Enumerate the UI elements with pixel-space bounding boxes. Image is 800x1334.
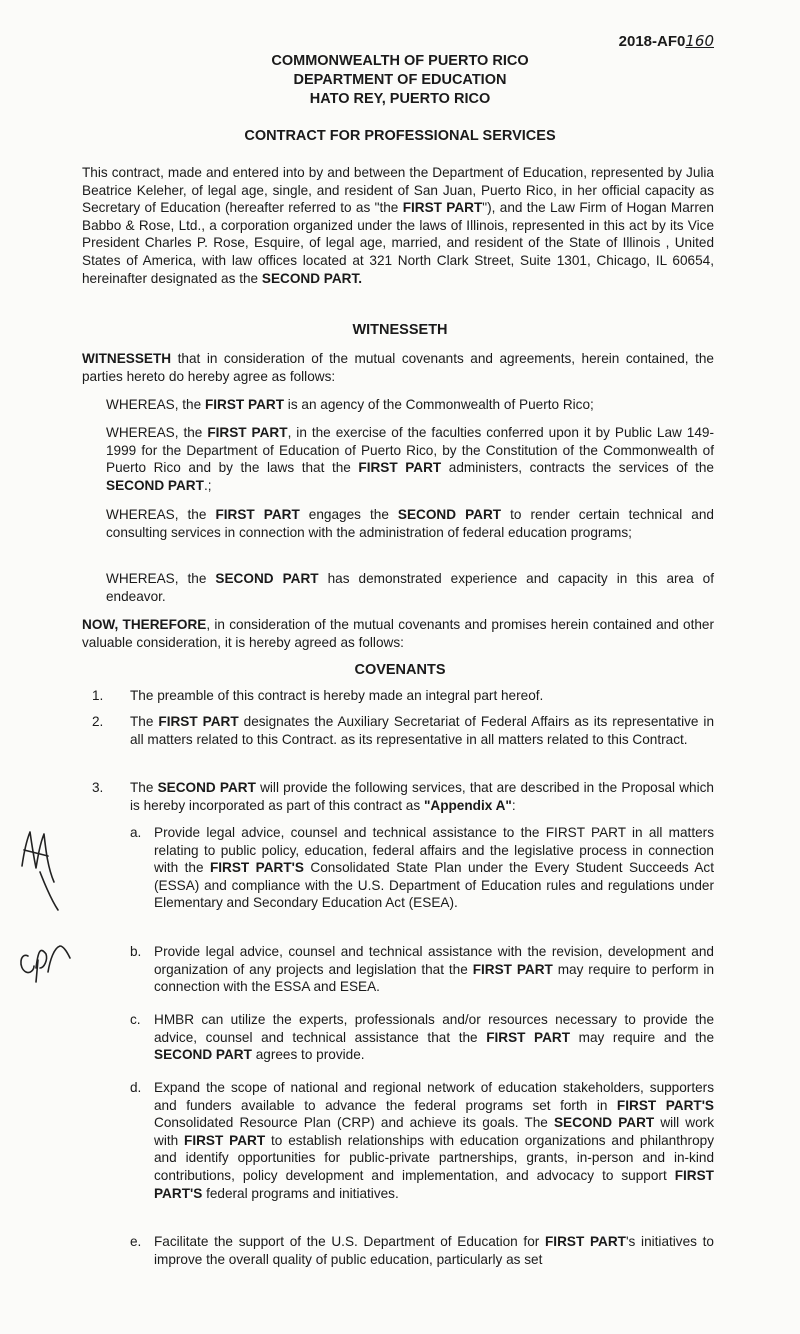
text-run: Provide legal advice, counsel and technical assistance to the FIRST PART in all matters relating to public policy, education, federal affairs and the legislative process in connection with the xyxy=(154,825,714,876)
text-run: Provide legal advice, counsel and technical assistance with the revision, development and organization of any projects and legislation that the xyxy=(154,944,714,977)
text-run: The xyxy=(130,714,159,729)
text-run: may require to perform in connection with the ESSA and ESEA. xyxy=(154,961,714,995)
bold-run: FIRST PART xyxy=(215,507,300,522)
text-run: This contract, made and entered into by and between the Department of Education, represented by Julia Beatrice Keleher, of legal age, single, and resident of San Juan, Puerto Rico, in her official capacity as Secretary of Education (hereafter referred to as "the xyxy=(82,165,714,216)
bold-run: SECOND PART xyxy=(106,477,204,493)
doc-number-printed: 2018-AF0 xyxy=(618,33,686,50)
text-run: WHEREAS, the xyxy=(106,571,216,586)
service-text xyxy=(154,824,714,912)
witnesseth-paragraph xyxy=(82,350,714,385)
text-run: , in the exercise of the faculties conferred upon it by Public Law 149-1999 for the Department of Education of Puerto Rico, by the Constitution of the Commonwealth of Puerto Rico and by the laws that the xyxy=(106,425,714,476)
document-title: CONTRACT FOR PROFESSIONAL SERVICES xyxy=(244,128,556,144)
text-run: to render certain technical and consulting services in connection with the administration of federal education programs; xyxy=(106,507,714,540)
bold-run: FIRST PART xyxy=(358,460,442,476)
service-letter: b. xyxy=(130,944,142,959)
text-run: .; xyxy=(203,477,212,493)
bold-run: FIRST PART xyxy=(207,425,288,440)
bold-run: NOW, THEREFORE xyxy=(82,617,207,632)
doc-number-handwritten: 160 xyxy=(685,32,714,50)
now-therefore-paragraph xyxy=(82,616,714,651)
whereas-2 xyxy=(106,424,714,494)
text-run: The xyxy=(130,780,158,795)
text-run: designates the Auxiliary Secretariat of Federal Affairs as its representative in all matters related to this Contract. as its representative in all matters related to this Contract. xyxy=(130,714,714,747)
text-run: engages the xyxy=(299,507,398,522)
bold-run: FIRST PART xyxy=(204,397,285,412)
bold-run: SECOND PART xyxy=(397,507,502,522)
covenant-number: 2. xyxy=(92,714,104,729)
bold-run: SECOND PART xyxy=(215,571,319,586)
text-run: is an agency of the Commonwealth of Puerto Rico; xyxy=(284,397,594,412)
text-run: agrees to provide. xyxy=(251,1047,365,1063)
bold-run: SECOND PART xyxy=(157,780,256,795)
service-text xyxy=(154,943,714,996)
text-run: has demonstrated experience and capacity in this area of endeavor. xyxy=(106,571,714,604)
text-run: will work with xyxy=(154,1115,714,1148)
text-run: "), and the Law Firm of Hogan Marren Babbo & Rose, Ltd., a corporation organized under the laws of Illinois, represented in this act by its Vice President Charles P. Rose, Esquire, of legal age, married, and resident of the State of Illinois , United States of America, with law offices located at 321 North Clark Street, Suite 1301, Chicago, IL 60654, hereinafter designated as the xyxy=(82,200,714,286)
bold-run: WITNESSETH xyxy=(82,351,172,366)
bold-run: FIRST PART xyxy=(158,714,239,729)
text-run: 's initiatives to improve the overall quality of public education, particularly as set xyxy=(154,1234,714,1267)
text-run: WHEREAS, the xyxy=(106,507,216,522)
bold-run: SECOND PART xyxy=(154,1047,252,1063)
text-run: : xyxy=(511,797,516,813)
service-letter: c. xyxy=(130,1012,141,1027)
text-run: , in consideration of the mutual covenants and promises herein contained and other valuable consideration, it is hereby agreed as follows: xyxy=(82,617,715,650)
bold-run: FIRST PART xyxy=(544,1234,626,1249)
text-run: to establish relationships with education organizations and philanthropy and identify opportunities for public-private partnerships, grants, in-person and in-kind contributions, policy development and implementation, and advocacy to support xyxy=(154,1132,714,1183)
whereas-1 xyxy=(106,396,714,414)
covenant-number: 1. xyxy=(92,688,104,703)
text-run: federal programs and initiatives. xyxy=(202,1185,399,1201)
bold-run: SECOND PART. xyxy=(261,270,363,286)
whereas-3 xyxy=(106,506,714,541)
whereas-4 xyxy=(106,570,714,605)
text-run: WHEREAS, the xyxy=(106,397,205,412)
covenants-heading: COVENANTS xyxy=(354,662,446,678)
service-letter: e. xyxy=(130,1234,142,1249)
header-line-2: DEPARTMENT OF EDUCATION xyxy=(293,72,507,88)
service-letter: a. xyxy=(130,825,142,840)
bold-run: FIRST PART'S xyxy=(209,860,304,876)
text-run: The preamble of this contract is hereby made an integral part hereof. xyxy=(130,688,544,703)
handwritten-initials-icon xyxy=(14,822,84,992)
covenant-text xyxy=(130,779,714,814)
document-header xyxy=(0,52,800,109)
text-run: HMBR can utilize the experts, professionals and/or resources necessary to provide the advice, counsel and technical assistance that the xyxy=(154,1012,714,1045)
text-run: Facilitate the support of the U.S. Department of Education for xyxy=(154,1234,545,1249)
text-run: Consolidated Resource Plan (CRP) and achieve its goals. The xyxy=(154,1115,554,1131)
covenant-text xyxy=(130,713,714,748)
bold-run: FIRST PART xyxy=(402,200,483,216)
bold-run: "Appendix A" xyxy=(423,797,512,813)
bold-run: FIRST PART xyxy=(472,961,553,977)
text-run: WHEREAS, the xyxy=(106,425,208,440)
service-text xyxy=(154,1011,714,1064)
covenant-number: 3. xyxy=(92,780,104,795)
text-run: may require and the xyxy=(570,1029,714,1045)
service-text xyxy=(154,1233,714,1268)
header-line-3: HATO REY, PUERTO RICO xyxy=(309,91,491,107)
intro-paragraph xyxy=(82,164,714,287)
bold-run: FIRST PART'S xyxy=(616,1097,715,1113)
bold-run: FIRST PART xyxy=(184,1132,266,1148)
bold-run: FIRST PART'S xyxy=(154,1167,714,1201)
text-run: Consolidated State Plan under the Every Student Succeeds Act (ESSA) and compliance with the U.S. Department of Education rules and regulations under Elementary and Secondary Education Act (ESEA). xyxy=(154,860,714,911)
text-run: will provide the following services, that are described in the Proposal which is hereby incorporated as part of this contract as xyxy=(130,780,714,813)
document-number xyxy=(619,32,714,50)
text-run: that in consideration of the mutual covenants and agreements, herein contained, the parties hereto do hereby agree as follows: xyxy=(82,351,714,384)
text-run: administers, contracts the services of the xyxy=(441,460,714,476)
header-line-1: COMMONWEALTH OF PUERTO RICO xyxy=(271,53,529,69)
covenant-text xyxy=(130,687,714,705)
service-text xyxy=(154,1079,714,1202)
text-run: Expand the scope of national and regional network of education stakeholders, supporters and funders available to advance the federal programs set forth in xyxy=(154,1080,714,1113)
bold-run: SECOND PART xyxy=(553,1115,655,1131)
service-letter: d. xyxy=(130,1080,142,1095)
bold-run: FIRST PART xyxy=(486,1029,571,1045)
witnesseth-heading: WITNESSETH xyxy=(352,322,448,338)
